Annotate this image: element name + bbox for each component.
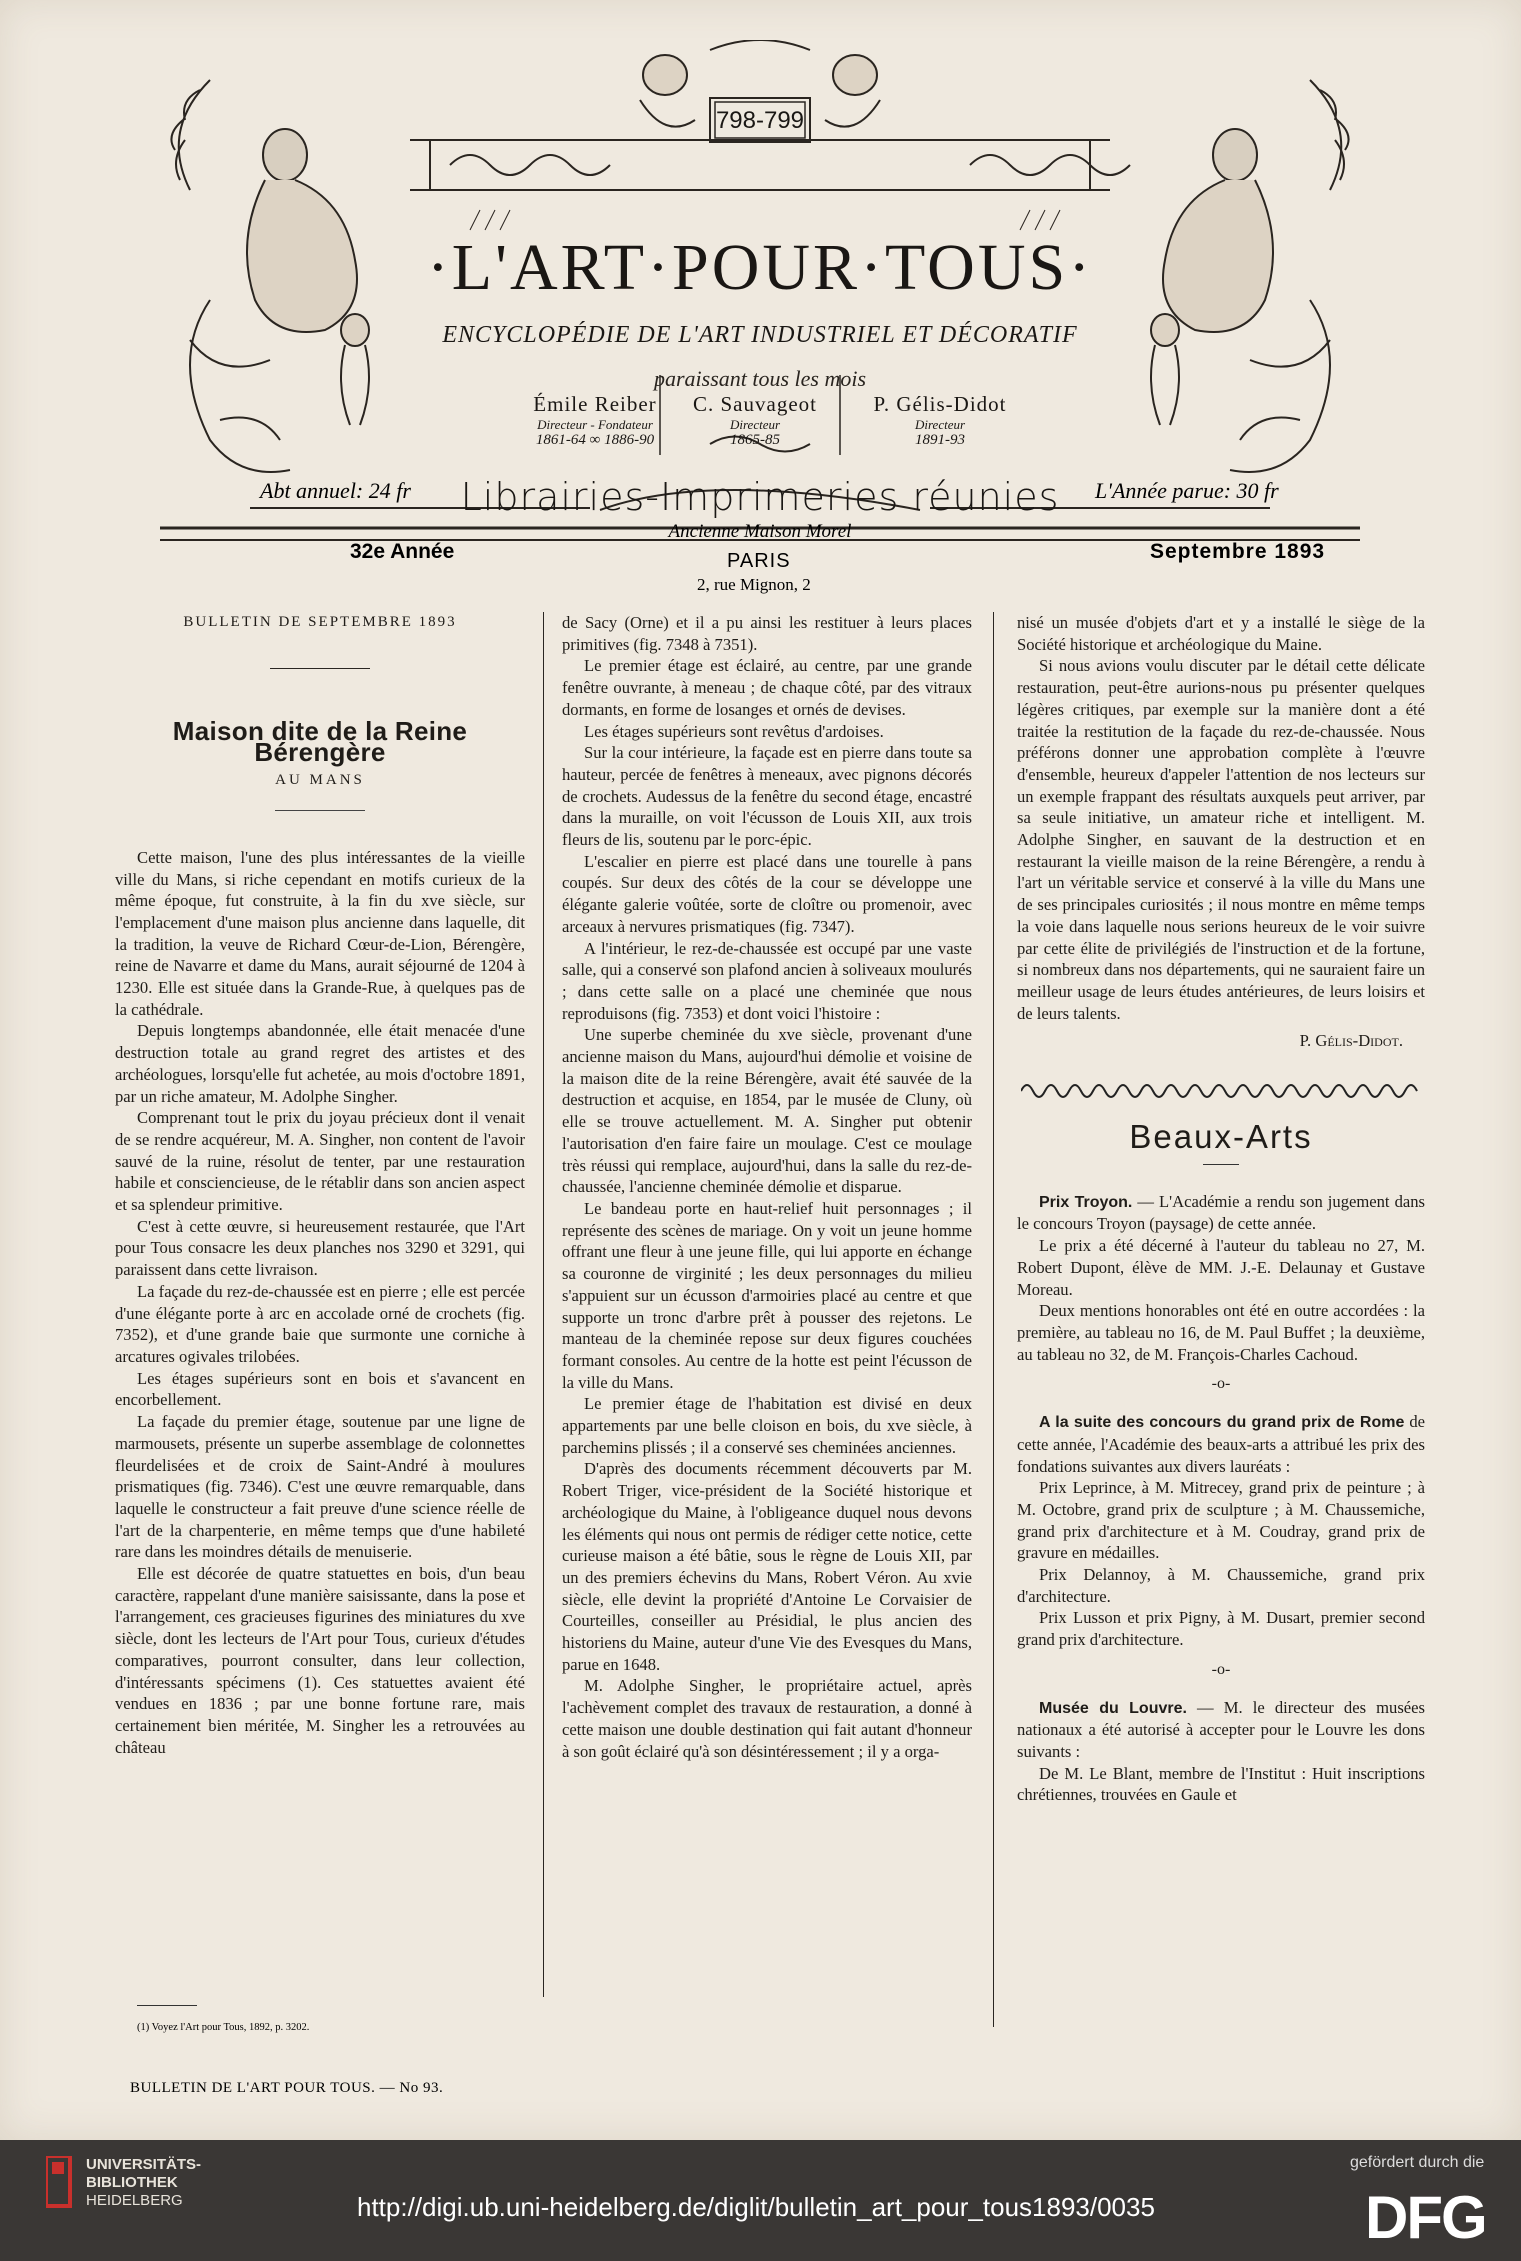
issue-numbers: 798-799	[715, 107, 805, 134]
prize-heading: A la suite des concours du grand prix de Rome	[1039, 1414, 1405, 1432]
periodicity: paraissant tous les mois	[653, 366, 867, 391]
museum-heading: Musée du Louvre.	[1039, 1699, 1187, 1717]
paragraph: De M. Le Blant, membre de l'Institut : Huit inscriptions chrétiennes, trouvées en Gaule et	[1017, 1763, 1425, 1805]
journal-subtitle: ENCYCLOPÉDIE DE L'ART INDUSTRIEL ET DÉCORATIF	[442, 322, 1078, 348]
subscription-price: Abt annuel: 24 fr	[260, 478, 411, 503]
paragraph: Musée du Louvre. — M. le directeur des musées nationaux a été autorisé à accepter pour le Louvre les dons suivants :	[1017, 1697, 1426, 1761]
dfg-logo: DFG	[1365, 2184, 1486, 2251]
paragraph: M. Adolphe Singher, le propriétaire actuel, après l'achèvement complet des travaux de restauration, a donné à cette maison une double destination qui fait autant d'honneur à son goût éclairé qu'à son désintéressement ; il y a orga-	[562, 1676, 972, 1761]
journal-title: ·L'ART·POUR·TOUS·	[426, 231, 1094, 304]
paragraph: Si nous avions voulu discuter par le détail cette délicate restauration, peut-être aurions-nous pu présenter quelques légères critiques, par exemple sur la manière dont a été traitée la restitution de la façade du rez-de-chaussée. Nous préférons donner une approbation complète à l'œuvre d'ensemble, heureux d'appeler l'attention de nos lecteurs sur un exemple frappant des résultats auxquels peut arriver, par sa seule initiative, un amateur riche et intelligent. M. Adolphe Singher, en sauvant de la destruction et en restaurant la vieille maison de la reine Bérengère, a rendu à l'art un véritable service et conservé à la ville du Mans une de ses principales curiosités ; il nous montre en même temps la voie dans laquelle nous serions heureux de le voir suivre par cette élite de privilégiés de l'instruction et de la fortune, si nombreux dans nos départements, qui ne sauraient faire un meilleur usage de leurs études antérieures, de leurs loisirs et de leurs talents.	[1017, 656, 1425, 1023]
paragraph: Elle est décorée de quatre statuettes en bois, d'un beau caractère, rappelant d'une manière saisissante, dans la pose et l'arrangement, ces gracieuses figurines des miniatures du xve siècle, dont les lecteurs de l'Art pour Tous, curieux d'études comparatives, pourront consulter, dans leur collection, d'intéressants spécimens (1). Ces statuettes avaient été vendues en 1836 ; par une bonne fortune rare, mais certainement bien méritée, M. Singher les a retrouvées au château	[115, 1564, 525, 1757]
paragraph: Le bandeau porte en haut-relief huit personnages ; il représente des scènes de mariage. On y voit un jeune homme offrant une fleur à une jeune fille, qui lui apporte en échange sa couronne de virginité ; les deux personnages du milieu s'appuient sur un écusson d'armoiries placé au centre et que supporte un tronc d'arbre prêt à pousser des rejetons. Le manteau de la cheminée repose sur deux figures couchées formant consoles. Au centre de la hotte est peint l'écusson de la ville du Mans.	[562, 1198, 972, 1392]
paragraph: Cette maison, l'une des plus intéressantes de la vieille ville du Mans, si riche cependant en motifs curieux de la même époque, fut construite, à la fin du xve siècle, sur l'emplacement d'une maison plus ancienne dans laquelle, dit la tradition, la veuve de Richard Cœur-de-Lion, Bérengère, reine de Navarre et dame du Mans, aurait séjourné de 1204 à 1230. Elle est située dans la Grande-Rue, à quelques pas de la cathédrale.	[115, 847, 525, 1019]
paragraph: Prix Leprince, à M. Mitrecey, grand prix de peinture ; à M. Octobre, grand prix de sculpture ; à M. Chaussemiche, grand prix d'architecture et à M. Coudray, grand prix de gravure en médailles.	[1017, 1478, 1425, 1563]
director-reiber: Émile Reiber Directeur - Fondateur 1861-64 ∞ 1886-90	[533, 392, 657, 448]
paragraph: La façade du rez-de-chaussée est en pierre ; elle est percée d'une élégante porte à arc en accolade orné de crochets (fig. 7352), et d'une grande baie que surmonte une corniche à arcatures ogivales trilobées.	[115, 1281, 525, 1366]
column-1	[115, 612, 525, 1758]
ornament-icon	[1021, 1082, 1421, 1100]
paragraph: Le premier étage de l'habitation est divisé en deux appartements par une belle cloison en bois, du xve siècle, à parchemins plissés ; il a conservé ses cheminées anciennes.	[562, 1394, 972, 1457]
paragraph: Les étages supérieurs sont en bois et s'avancent en encorbellement.	[115, 1368, 525, 1410]
address: 2, rue Mignon, 2	[697, 575, 811, 594]
paragraph: de Sacy (Orne) et il a pu ainsi les restituer à leurs places primitives (fig. 7348 à 7351).	[562, 613, 972, 654]
paragraph: D'après des documents récemment découverts par M. Robert Triger, vice-président de la Société historique et archéologique du Maine, à l'obligeance duquel nous devons les éléments qui nous ont permis de rédiger cette notice, cette curieuse maison a été bâtie, sous le règne de Louis XII, par un des premiers échevins du Mans, Robert Véron. Au xvie siècle, elle devint la propriété d'Antoine Le Corvaisier de Courteilles, conseiller au Présidial, le plus ancien des historiens du Maine, auteur d'une Vie des Evesques du Mans, parue en 1648.	[562, 1459, 972, 1674]
bulletin-heading: BULLETIN DE SEPTEMBRE 1893	[183, 614, 457, 630]
paragraph: La façade du premier étage, soutenue par une ligne de marmousets, présente un superbe assemblage de colonnettes fleurdelisées et de croix de Saint-André à moulures prismatiques (fig. 7346). C'est une œuvre remarquable, dans laquelle le constructeur a fait preuve d'une science réelle de l'art de la charpenterie, en même temps que d'une habileté rare dans les moindres détails de menuiserie.	[115, 1412, 525, 1562]
article-title: Maison dite de la Reine Bérengère	[172, 715, 468, 768]
volume-year: 32e Année	[350, 540, 455, 563]
issue-date: Septembre 1893	[1150, 540, 1326, 563]
divider	[275, 810, 365, 811]
paragraph: Prix Troyon. — L'Académie a rendu son jugement dans le concours Troyon (paysage) de cette année.	[1017, 1191, 1426, 1234]
separator: -o-	[1211, 1660, 1231, 1678]
paragraph: Sur la cour intérieure, la façade est en pierre dans toute sa hauteur, percée de fenêtres à meneaux, avec pignons décorés de crochets. Audessus de la fenêtre du second étage, encastré dans la muraille, on voit l'écusson de Louis XII, aux trois fleurs de lis, soutenu par le porc-épic.	[562, 743, 972, 850]
city: PARIS	[727, 550, 791, 572]
column-2	[562, 612, 972, 1762]
viewer-footer-bar	[0, 2140, 1521, 2261]
paragraph: L'escalier en pierre est placé dans une tourelle à pans coupés. Sur deux des côtés de la cour se développe une élégante galerie voûtée, sorte de cloître ou promenoir, avec arceaux à nervures prismatiques (fig. 7347).	[562, 851, 972, 936]
paragraph: Le prix a été décerné à l'auteur du tableau no 27, M. Robert Dupont, élève de MM. J.-E. Delaunay et Gustave Moreau.	[1017, 1236, 1425, 1299]
column-3	[1017, 612, 1425, 1806]
paragraph: Comprenant tout le prix du joyau précieux dont il venait de se rendre acquéreur, M. A. Singher, non content de l'avoir sauvé de la ruine, résolut de tenter, par une restauration habile et consciencieuse, de le rétablir dans son ancien aspect et sa splendeur primitive.	[115, 1108, 525, 1215]
footnote-rule	[137, 2005, 197, 2006]
prize-heading: Prix Troyon.	[1039, 1193, 1133, 1211]
institution-name: UNIVERSITÄTS- BIBLIOTHEK HEIDELBERG	[86, 2156, 202, 2209]
column-rule	[543, 612, 544, 1997]
university-logo-icon	[46, 2156, 78, 2212]
paragraph: Une superbe cheminée du xve siècle, provenant d'une ancienne maison du Mans, aujourd'hui démolie et voisine de la maison dite de la reine Bérengère, avait été sauvée de la destruction et acquise, en 1854, par le musée de Cluny, où elle se trouve actuellement. M. A. Singher put obtenir l'autorisation d'en faire faire un moulage. C'est ce moulage très réussi qui remplace, aujourd'hui, dans la salle du rez-de-chaussée, l'ancienne cheminée démolie et disparue.	[562, 1025, 972, 1197]
divider	[1203, 1164, 1239, 1165]
annual-volume-price: L'Année parue: 30 fr	[1095, 478, 1279, 503]
paragraph: Le premier étage est éclairé, au centre, par une grande fenêtre ouvrante, à meneau ; de chaque côté, par des vitraux dormants, en forme de losanges et ornés de devises.	[562, 656, 972, 719]
director-sauvageot: C. Sauvageot Directeur 1865-85	[693, 392, 817, 448]
paragraph: Les étages supérieurs sont revêtus d'ardoises.	[584, 721, 884, 741]
section-title: Beaux-Arts	[1129, 1118, 1313, 1156]
paragraph: Depuis longtemps abandonnée, elle était menacée d'une destruction totale au grand regret des artistes et des archéologues, lorsqu'elle fut achetée, au mois d'octobre 1891, par un riche amateur, M. Adolphe Singher.	[115, 1021, 525, 1106]
footnote: (1) Voyez l'Art pour Tous, 1892, p. 3202.	[137, 2022, 310, 2033]
paragraph: A l'intérieur, le rez-de-chaussée est occupé par une vaste salle, qui a conservé son plafond ancien à soliveaux moulurés ; dans cette salle on a placé une cheminée que nous reproduisons (fig. 7353) et dont voici l'histoire :	[562, 938, 972, 1023]
article-subtitle: AU MANS	[275, 772, 365, 789]
column-rule	[993, 612, 994, 2027]
ornamental-band	[1017, 1082, 1425, 1100]
publisher: Librairies-Imprimeries réunies	[460, 475, 1060, 519]
signature: P. Gélis-Didot.	[1299, 1031, 1403, 1051]
paragraph: C'est à cette œuvre, si heureusement restaurée, que l'Art pour Tous consacre les deux planches nos 3290 et 3291, qui paraissent dans cette livraison.	[115, 1216, 525, 1280]
director-gelis-didot: P. Gélis-Didot Directeur 1891-93	[873, 392, 1007, 448]
permalink[interactable]: http://digi.ub.uni-heidelberg.de/diglit/bulletin_art_pour_tous1893/0035	[357, 2192, 1155, 2222]
paragraph: Deux mentions honorables ont été en outre accordées : la première, au tableau no 16, de M. Paul Buffet ; la deuxième, au tableau no 32, de M. François-Charles Cachoud.	[1017, 1301, 1425, 1364]
separator: -o-	[1211, 1375, 1231, 1393]
divider	[270, 668, 370, 669]
paragraph: Prix Delannoy, à M. Chaussemiche, grand prix d'architecture.	[1017, 1565, 1425, 1606]
paragraph: Prix Lusson et prix Pigny, à M. Dusart, premier second grand prix d'architecture.	[1017, 1608, 1425, 1650]
funding-caption: gefördert durch die	[1350, 2154, 1485, 2171]
bulletin-number: BULLETIN DE L'ART POUR TOUS. — No 93.	[130, 2080, 444, 2096]
paragraph: A la suite des concours du grand prix de Rome de cette année, l'Académie des beaux-arts a attribué les prix des fondations suivantes aux divers lauréats :	[1017, 1412, 1426, 1476]
paragraph: nisé un musée d'objets d'art et y a installé le siège de la Société historique et archéologique du Maine.	[1017, 613, 1425, 654]
publisher-sub: Ancienne Maison Morel	[668, 521, 852, 542]
